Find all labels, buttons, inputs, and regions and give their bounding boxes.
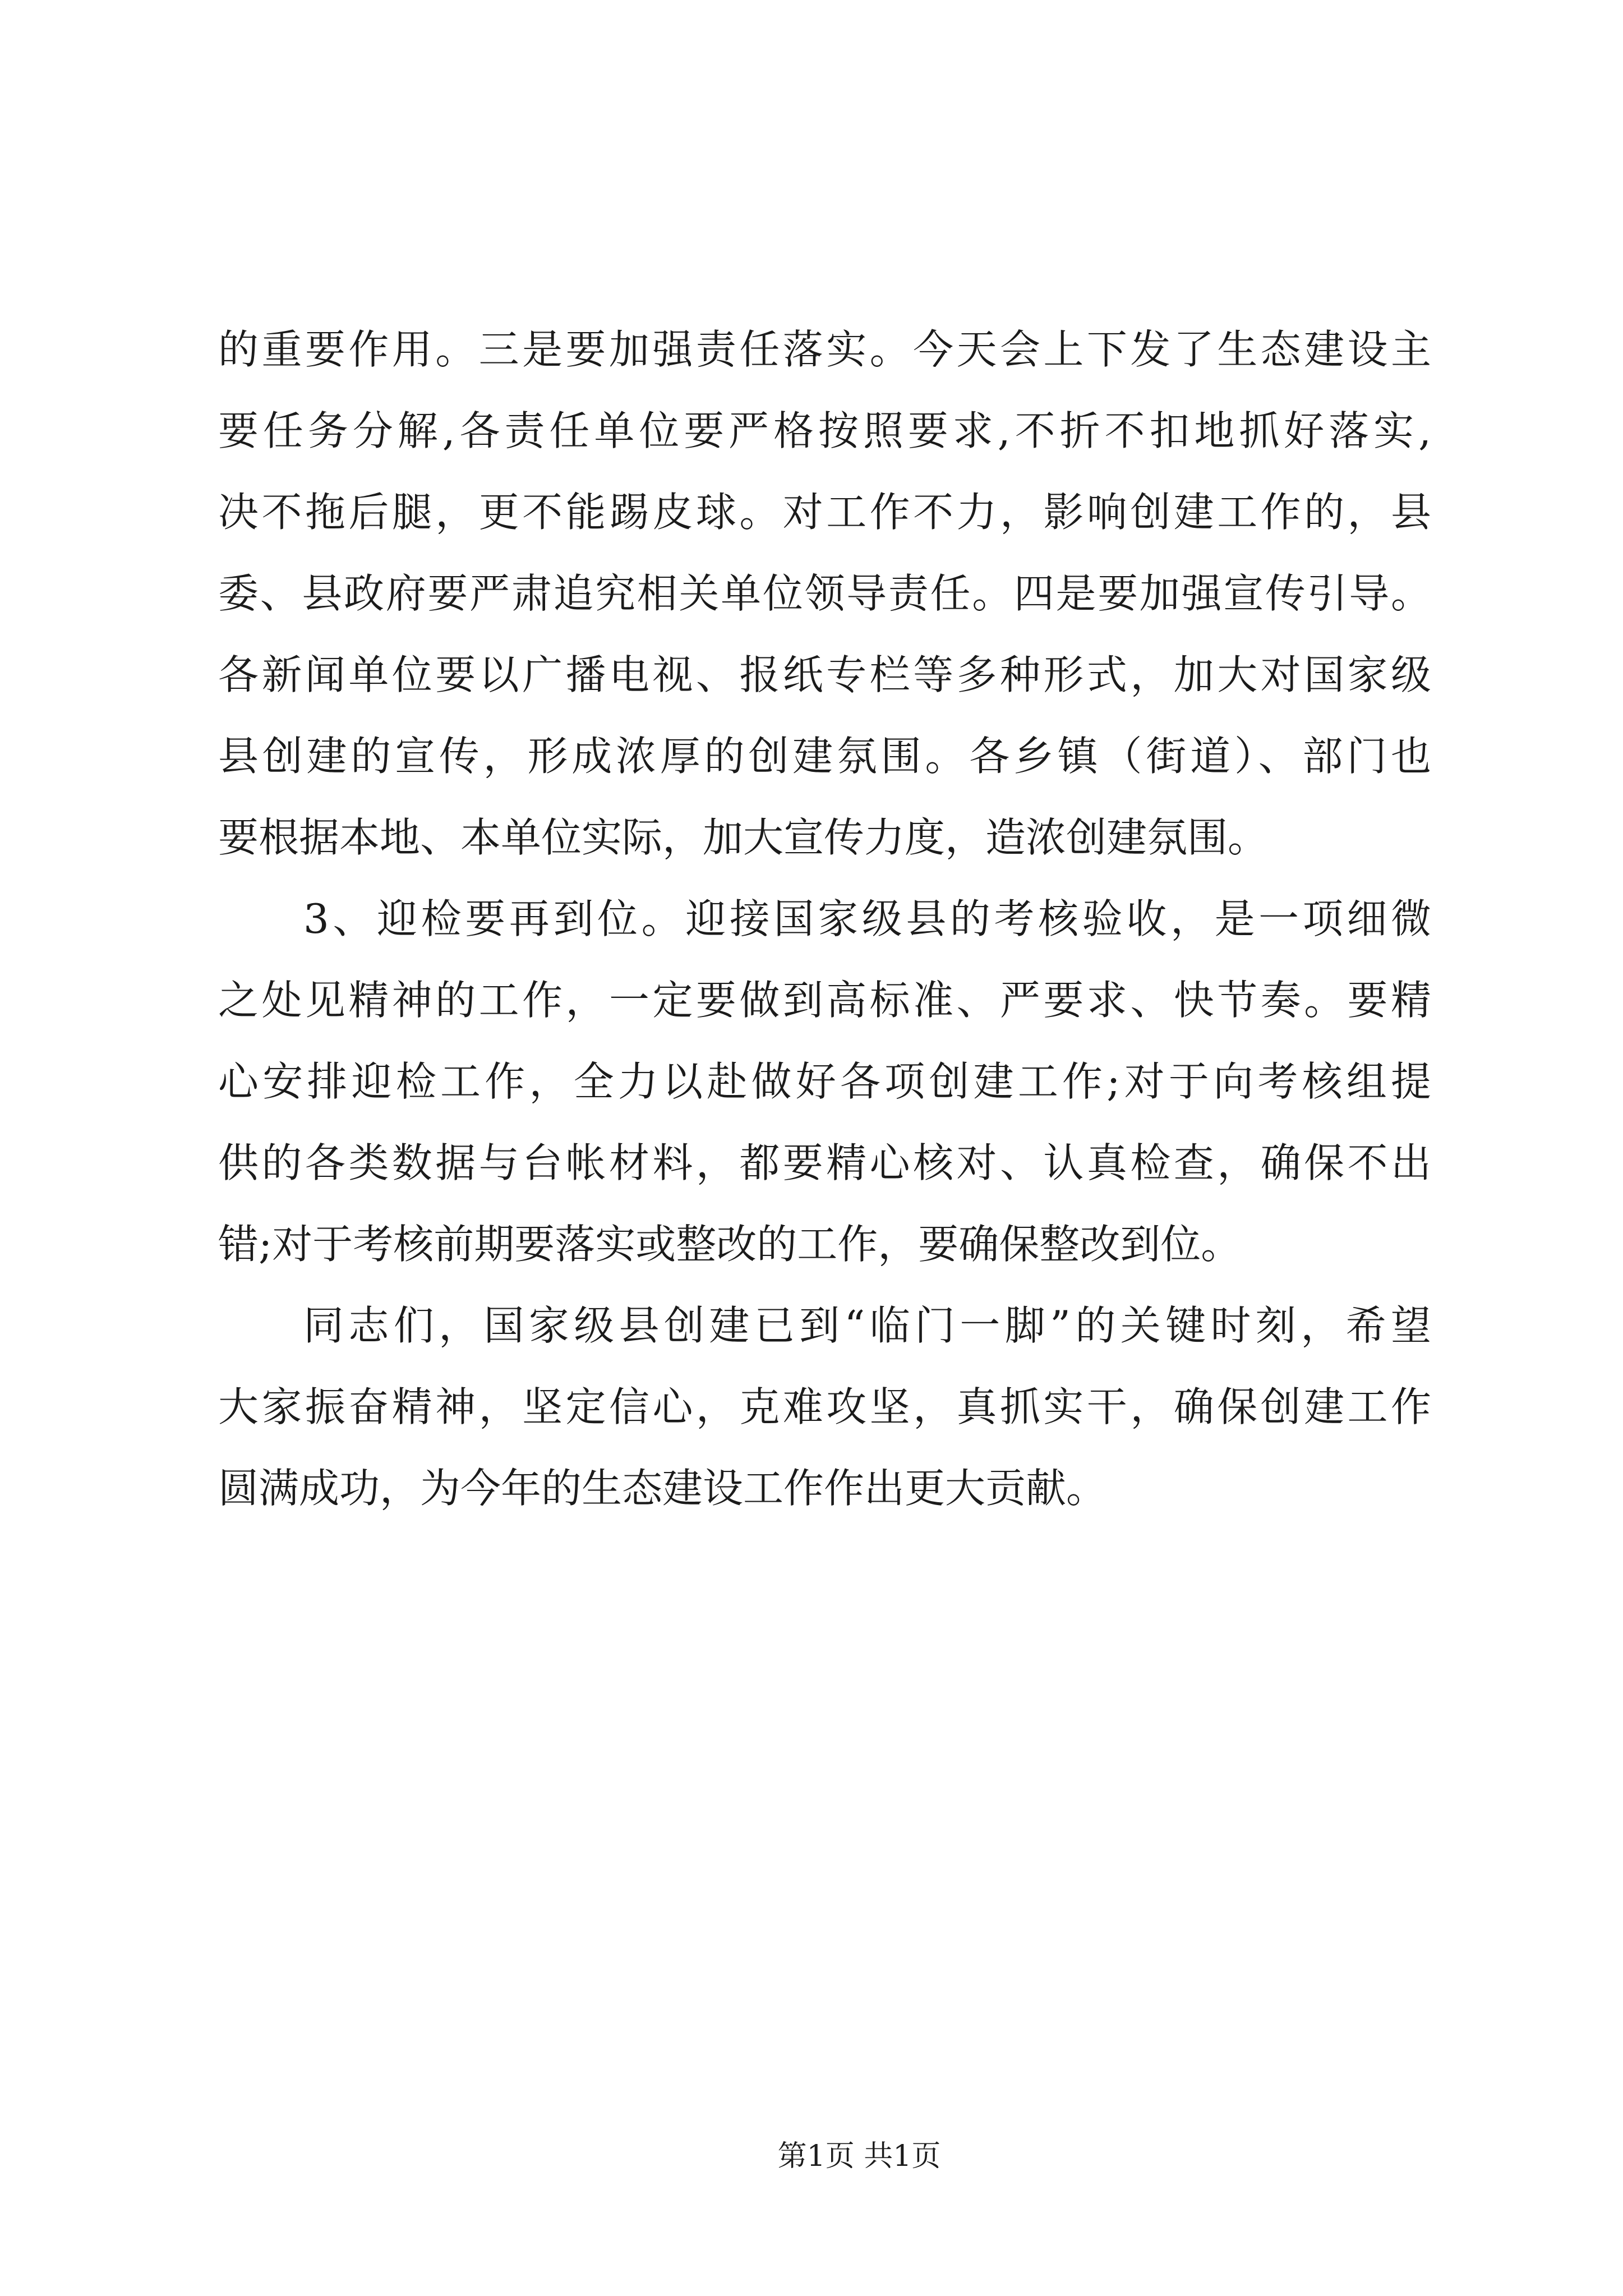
text-line: 决不拖后腿，更不能踢皮球。对工作不力，影响创建工作的，县	[218, 489, 1431, 536]
text-line: 3、迎检要再到位。迎接国家级县的考核验收，是一项细微	[303, 895, 1431, 942]
text-line: 县创建的宣传，形成浓厚的创建氛围。各乡镇（街道）、部门也	[218, 733, 1431, 780]
text-line: 大家振奋精神，坚定信心，克难攻坚，真抓实干，确保创建工作	[218, 1383, 1431, 1430]
text-line: 的重要作用。三是要加强责任落实。今天会上下发了生态建设主	[218, 326, 1431, 373]
text-line: 各新闻单位要以广播电视、报纸专栏等多种形式，加大对国家级	[218, 651, 1431, 698]
text-line: 之处见精神的工作，一定要做到高标准、严要求、快节奏。要精	[218, 977, 1431, 1024]
text-line: 同志们，国家级县创建已到“临门一脚”的关键时刻，希望	[303, 1302, 1431, 1349]
paragraph-inspection	[218, 878, 1431, 1285]
document-body	[218, 309, 1431, 1529]
page-footer: 第1页 共1页	[777, 2139, 941, 2173]
text-line: 委、县政府要严肃追究相关单位领导责任。四是要加强宣传引导。	[218, 570, 1431, 617]
paragraph-continuation	[218, 309, 1431, 878]
text-line: 要根据本地、本单位实际，加大宣传力度，造浓创建氛围。	[218, 814, 1269, 861]
text-line: 供的各类数据与台帐材料，都要精心核对、认真检查，确保不出	[218, 1139, 1431, 1186]
text-line: 错;对于考核前期要落实或整改的工作，要确保整改到位。	[218, 1221, 1242, 1268]
paragraph-closing	[218, 1285, 1431, 1529]
text-line: 要任务分解,各责任单位要严格按照要求,不折不扣地抓好落实,	[218, 407, 1431, 454]
text-line: 心安排迎检工作，全力以赴做好各项创建工作;对于向考核组提	[218, 1058, 1431, 1105]
text-line: 圆满成功，为今年的生态建设工作作出更大贡献。	[218, 1465, 1107, 1512]
